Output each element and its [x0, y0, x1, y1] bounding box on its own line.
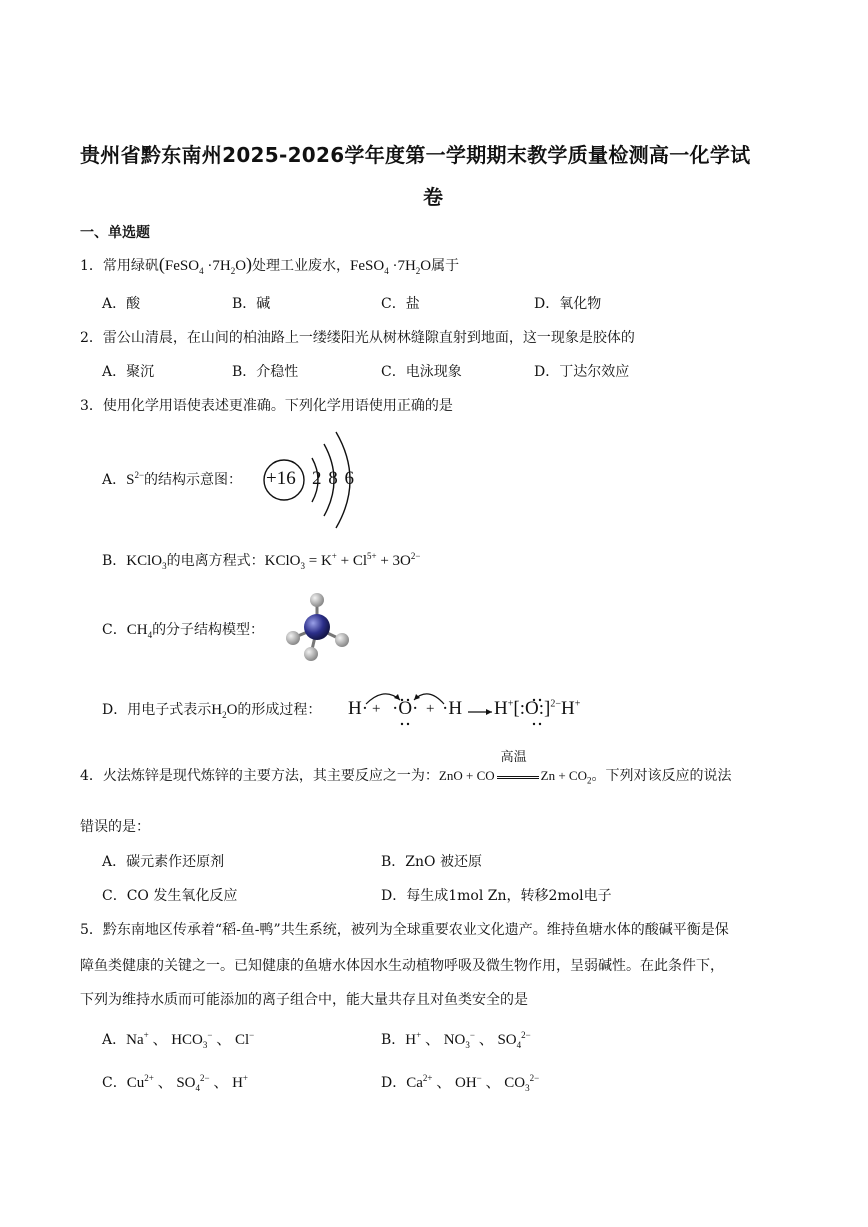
question-5-line2: 障鱼类健康的关键之一。已知健康的鱼塘水体因水生动植物呼吸及微生物作用，呈弱碱性。在此条件下，: [80, 958, 724, 974]
electron-dot-formation: H· + ·O· + ·H H+[:O:]$^{2-}$H+: [344, 686, 614, 730]
question-text: 火法炼锌是现代炼锌的主要方法，其主要反应之一为：: [102, 768, 439, 784]
formula-feso4-7h2o: (FeSO$_4$ $\cdot 7H_2O$): [158, 254, 253, 276]
nucleus-charge: +16: [266, 468, 296, 489]
question-number: 1．: [80, 258, 103, 274]
option-1d[interactable]: D．氧化物: [534, 296, 602, 312]
question-1: [80, 254, 459, 276]
document-title-line1: 贵州省黔东南州2025-2026学年度第一学期期末教学质量检测高一化学试: [80, 143, 751, 167]
ion-set-d: $Ca^{2+}$ 、 OH− 、 $CO_3^{2-}$: [406, 1073, 540, 1093]
option-2a[interactable]: A．聚沉: [102, 364, 155, 380]
question-text: 雷公山清晨，在山间的柏油路上一缕缕阳光从树林缝隙直射到地面，这一现象是胶体的: [102, 330, 635, 346]
question-text: 使用化学用语使表述更准确。下列化学用语使用正确的是: [102, 398, 453, 414]
question-4-continued: 错误的是：: [80, 819, 150, 835]
formula-h2o: $H_2O$: [211, 702, 238, 720]
option-1c[interactable]: C．盐: [381, 296, 420, 312]
option-4b[interactable]: B．ZnO 被还原: [381, 854, 482, 870]
option-4d[interactable]: D．每生成1mol Zn，转移2mol电子: [381, 888, 612, 904]
option-5d[interactable]: D．$Ca^{2+}$ 、 OH− 、 $CO_3^{2-}$: [381, 1073, 540, 1093]
question-5-line3: 下列为维持水质而可能添加的离子组合中，能大量共存且对鱼类安全的是: [80, 992, 528, 1008]
question-text: 属于: [431, 258, 460, 274]
ion-set-c: $Cu^{2+}$ 、 $SO_4^{2-}$ 、 H+: [126, 1073, 248, 1093]
question-text: 常用绿矾: [102, 258, 159, 274]
atomic-structure-diagram: [262, 428, 372, 534]
question-number: 5．: [80, 922, 103, 938]
formula-ch4: $CH_4$: [126, 622, 153, 640]
option-4c[interactable]: C．CO 发生氧化反应: [102, 888, 238, 904]
formula-s2-ion: $S^{2-}$: [126, 470, 145, 488]
option-5b[interactable]: B．H+ 、 $NO_3^-$ 、 $SO_4^{2-}$: [381, 1030, 531, 1050]
question-3: [80, 396, 453, 416]
option-3b[interactable]: B．KClO$_3$的电离方程式：KClO$_3$ = $K^+ + Cl^{5+} + 3O^{2-}$: [102, 551, 421, 571]
ion-set-b: H+ 、 $NO_3^-$ 、 $SO_4^{2-}$: [405, 1030, 531, 1050]
option-3a[interactable]: A．$S^{2-}$的结构示意图：: [102, 470, 243, 488]
ch4-molecule-model: [282, 588, 354, 664]
question-5: [80, 920, 729, 940]
ion-set-a: Na+ 、 $HCO_3^-$ 、 Cl−: [126, 1030, 255, 1050]
question-number: 3．: [80, 398, 103, 414]
option-3d[interactable]: D．用电子式表示$H_2O$的形成过程：: [102, 702, 322, 720]
question-2: [80, 328, 635, 348]
option-4a[interactable]: A．碳元素作还原剂: [102, 854, 225, 870]
document-title-line2: 卷: [423, 185, 444, 209]
question-text: 黔东南地区传承着“稻-鱼-鸭”共生系统，被列为全球重要农业文化遗产。维持鱼塘水体的酸碱平衡是保: [102, 922, 729, 938]
question-number: 2．: [80, 330, 103, 346]
question-number: 4．: [80, 768, 103, 784]
option-2d[interactable]: D．丁达尔效应: [534, 364, 630, 380]
ionization-equation: KClO$_3$ = $K^+ + Cl^{5+} + 3O^{2-}$: [264, 551, 421, 571]
option-2c[interactable]: C．电泳现象: [381, 364, 462, 380]
question-text: 。下列对该反应的说法: [591, 768, 732, 784]
reaction-condition: 高温: [500, 750, 527, 765]
section-heading: 一、单选题: [80, 225, 150, 241]
formula-kclo3: KClO$_3$: [126, 553, 167, 571]
question-text: 处理工业废水，: [252, 258, 351, 274]
option-1b[interactable]: B．碱: [232, 296, 271, 312]
shell-electrons: 2 8 6: [312, 468, 354, 489]
option-5a[interactable]: A．Na+ 、 $HCO_3^-$ 、 Cl−: [102, 1030, 255, 1050]
reaction-equation: ZnO + CO 高温 $Zn + CO_2$: [438, 750, 592, 786]
formula-feso4-7h2o: FeSO$_4$ $\cdot 7H_2O$: [350, 258, 432, 276]
option-3c[interactable]: C．$CH_4$的分子结构模型：: [102, 622, 265, 640]
option-1a[interactable]: A．酸: [102, 296, 141, 312]
question-4: [80, 750, 732, 786]
option-5c[interactable]: C．$Cu^{2+}$ 、 $SO_4^{2-}$ 、 H+: [102, 1073, 248, 1093]
option-2b[interactable]: B．介稳性: [232, 364, 299, 380]
